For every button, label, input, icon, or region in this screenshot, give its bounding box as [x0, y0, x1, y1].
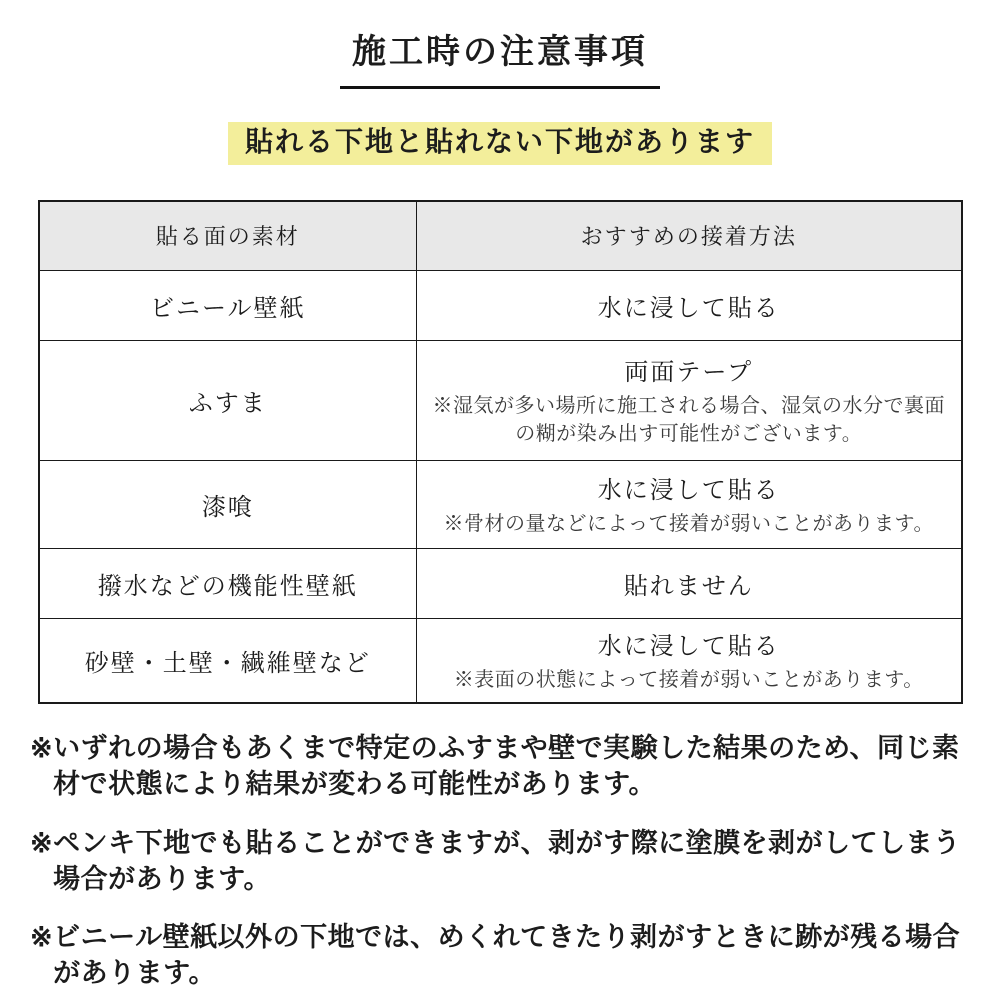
- footnote-paint-base: [30, 825, 970, 897]
- method-cell: [416, 618, 962, 703]
- column-header-method: おすすめの接着方法: [416, 201, 962, 270]
- method-text: 水に浸して貼る: [597, 294, 780, 322]
- method-cell: [416, 340, 962, 460]
- method-text: 水に浸して貼る: [597, 633, 780, 661]
- method-note: ※骨材の量などによって接着が弱いことがあります。: [443, 513, 934, 536]
- table-row: [39, 270, 962, 340]
- asterisk-marker: ※: [30, 921, 54, 952]
- method-text: 貼れません: [623, 572, 754, 600]
- method-note: ※湿気が多い場所に施工される場合、湿気の水分で裏面の糊が染み出す可能性がございます。: [432, 395, 945, 446]
- subtitle-wrap: [30, 122, 970, 165]
- column-header-material: 貼る面の素材: [39, 201, 416, 270]
- page-title: 施工時の注意事項: [340, 24, 660, 89]
- asterisk-marker: ※: [30, 827, 54, 858]
- table-row: [39, 618, 962, 703]
- footnote-non-vinyl: [30, 919, 970, 991]
- method-note: ※表面の状態によって接着が弱いことがあります。: [453, 669, 924, 692]
- footnote-text: ペンキ下地でも貼ることができますが、剥がす際に塗膜を剥がしてしまう場合があります。: [53, 827, 961, 894]
- table-row: [39, 548, 962, 618]
- material-cell: ビニール壁紙: [39, 270, 416, 340]
- method-cell: [416, 270, 962, 340]
- table-header-row: [39, 201, 962, 270]
- table-row: [39, 460, 962, 548]
- material-cell: 漆喰: [39, 460, 416, 548]
- table-row: [39, 340, 962, 460]
- method-text: 水に浸して貼る: [597, 477, 780, 505]
- method-cell: [416, 460, 962, 548]
- material-cell: 砂壁・土壁・繊維壁など: [39, 618, 416, 703]
- method-cell: [416, 548, 962, 618]
- footnotes-section: [30, 730, 970, 991]
- material-cell: ふすま: [39, 340, 416, 460]
- footnote-general-result: [30, 730, 970, 802]
- footnote-text: いずれの場合もあくまで特定のふすまや壁で実験した結果のため、同じ素材で状態により結果が変わる可能性があります。: [53, 733, 960, 800]
- footnote-text: ビニール壁紙以外の下地では、めくれてきたり剥がすときに跡が残る場合があります。: [53, 921, 961, 989]
- asterisk-marker: ※: [30, 733, 54, 764]
- adhesion-method-table: [38, 200, 963, 704]
- title-wrap: [30, 24, 970, 89]
- method-text: 両面テープ: [624, 359, 754, 387]
- highlighted-subtitle: 貼れる下地と貼れない下地があります: [228, 122, 772, 165]
- material-cell: 撥水などの機能性壁紙: [39, 548, 416, 618]
